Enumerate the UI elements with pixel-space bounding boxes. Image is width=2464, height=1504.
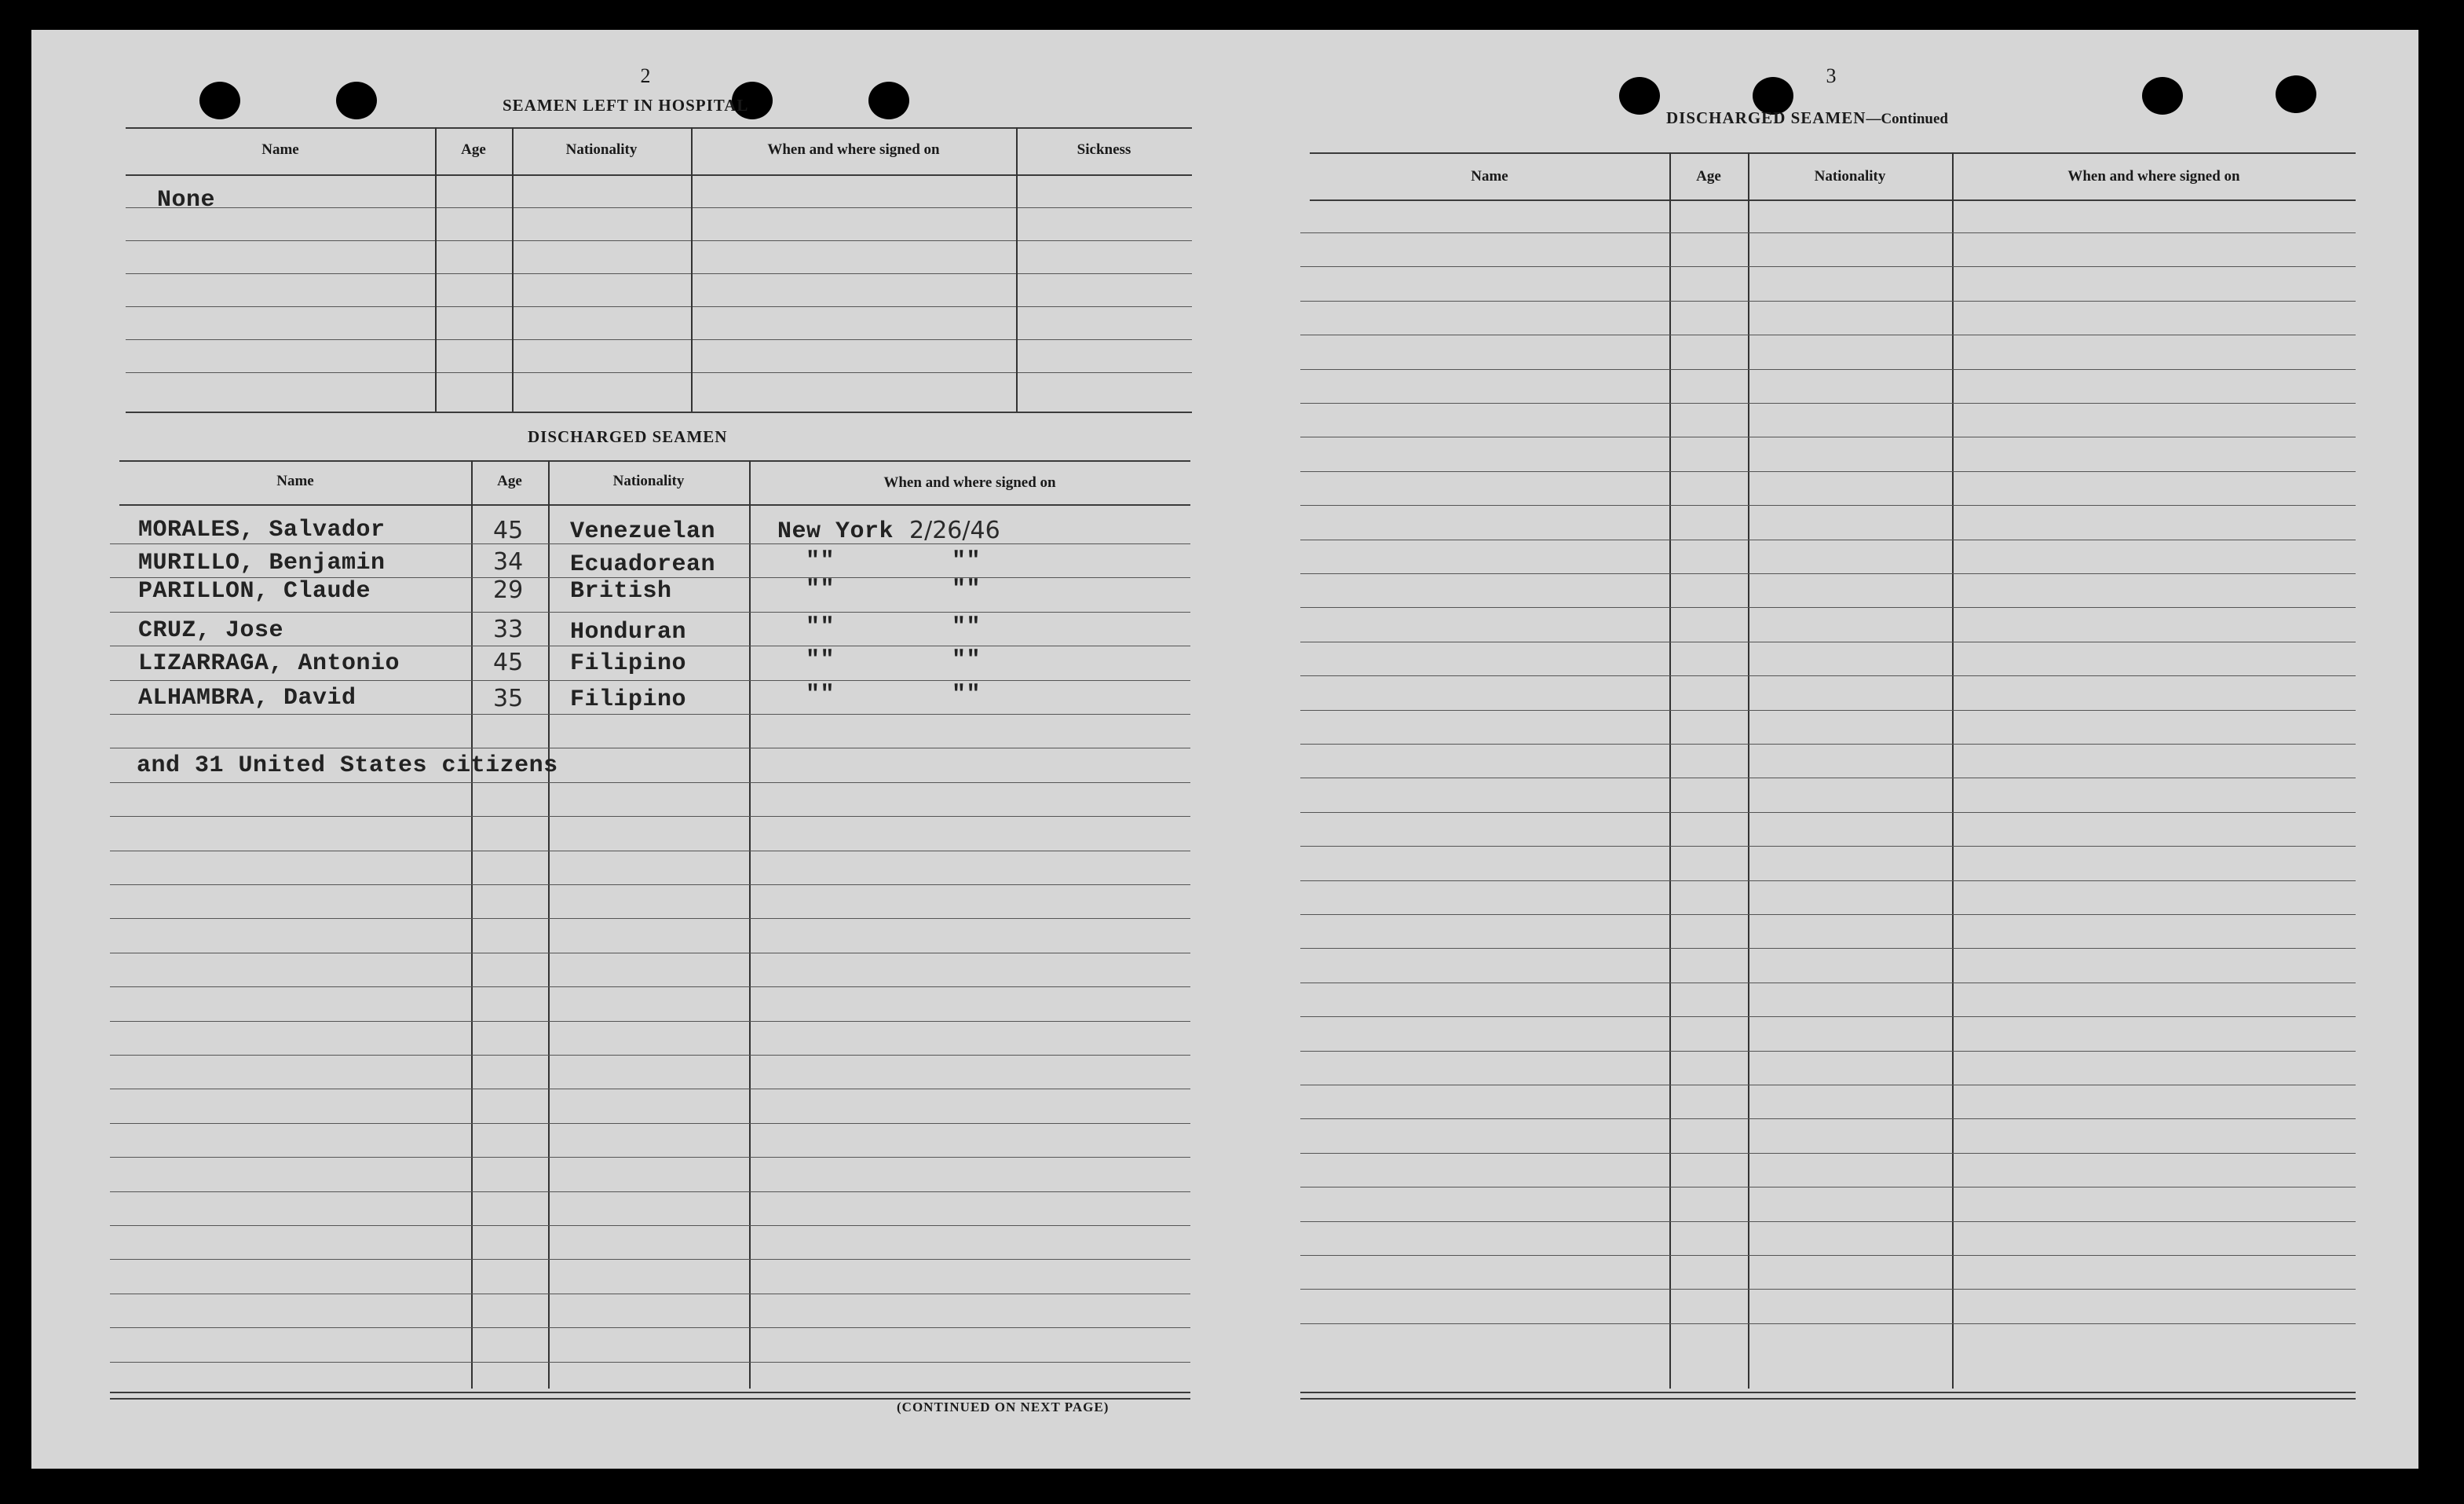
seaman-name: LIZARRAGA, Antonio xyxy=(138,650,400,677)
seaman-name: MURILLO, Benjamin xyxy=(138,550,386,576)
ruled-line xyxy=(1300,403,2356,404)
seaman-name: CRUZ, Jose xyxy=(138,617,284,644)
ruled-line xyxy=(1300,301,2356,302)
column-header-age: Age xyxy=(497,473,522,489)
seaman-name: ALHAMBRA, David xyxy=(138,685,356,712)
ruled-line xyxy=(1300,1289,2356,1290)
ruled-line xyxy=(1300,846,2356,847)
table-rule xyxy=(126,372,1192,373)
ruled-line xyxy=(110,1191,1190,1192)
hospital-entry-none: None xyxy=(157,187,216,214)
ruled-line xyxy=(1300,232,2356,233)
punch-hole xyxy=(1619,77,1660,115)
table-rule xyxy=(126,273,1192,274)
ruled-line xyxy=(1300,1221,2356,1222)
seaman-age: 29 xyxy=(493,576,524,604)
column-header-age: Age xyxy=(1696,168,1721,185)
ruled-line xyxy=(110,1157,1190,1158)
column-divider xyxy=(1952,152,1954,1389)
column-divider xyxy=(1016,127,1018,412)
punch-hole xyxy=(868,82,909,119)
ruled-line xyxy=(1300,914,2356,915)
ruled-line xyxy=(110,1225,1190,1226)
ruled-line xyxy=(110,884,1190,885)
signed-on-place: New York xyxy=(777,518,894,545)
page-number: 2 xyxy=(640,64,651,87)
column-divider xyxy=(471,460,473,1389)
ruled-line xyxy=(1300,471,2356,472)
ruled-line xyxy=(1300,812,2356,813)
table-bottom-rule xyxy=(110,1392,1190,1393)
ditto-date: "" xyxy=(952,576,982,603)
table-rule xyxy=(126,127,1192,129)
column-divider xyxy=(749,460,751,1389)
ruled-line xyxy=(110,816,1190,817)
ruled-line xyxy=(110,1362,1190,1363)
ruled-line xyxy=(110,1259,1190,1260)
ditto-place: "" xyxy=(806,647,835,674)
ruled-line xyxy=(1300,1153,2356,1154)
seaman-age: 45 xyxy=(493,649,524,676)
punch-hole xyxy=(199,82,240,119)
table-rule xyxy=(126,339,1192,340)
punch-hole xyxy=(336,82,377,119)
column-header-nationality: Nationality xyxy=(565,141,638,158)
ditto-date: "" xyxy=(952,682,982,708)
column-header-age: Age xyxy=(461,141,486,158)
hospital-section-title: SEAMEN LEFT IN HOSPITAL xyxy=(503,96,749,115)
table-bottom-rule xyxy=(1300,1392,2356,1393)
seaman-nationality: Filipino xyxy=(570,686,687,713)
ruled-line xyxy=(1300,744,2356,745)
column-header-name: Name xyxy=(1471,168,1508,185)
column-divider xyxy=(691,127,693,412)
ruled-line xyxy=(1300,266,2356,267)
ruled-line xyxy=(110,680,1190,681)
us-citizens-summary: and 31 United States citizens xyxy=(137,752,558,779)
ruled-line xyxy=(1300,573,2356,574)
column-header-name: Name xyxy=(261,141,299,158)
seaman-age: 33 xyxy=(493,616,524,643)
ditto-place: "" xyxy=(806,614,835,641)
discharged-continued-title xyxy=(1666,108,1948,128)
ruled-line xyxy=(1300,607,2356,608)
table-rule xyxy=(1310,199,2356,201)
page-number: 3 xyxy=(1826,64,1837,87)
seaman-name: PARILLON, Claude xyxy=(138,578,371,605)
column-header-nationality: Nationality xyxy=(612,473,685,489)
column-divider xyxy=(1669,152,1671,1389)
ditto-date: "" xyxy=(952,614,982,641)
title-suffix: —Continued xyxy=(1866,111,1948,127)
ruled-line xyxy=(1300,505,2356,506)
table-rule xyxy=(119,504,1190,506)
discharged-section-title: DISCHARGED SEAMEN xyxy=(528,427,728,446)
table-rule xyxy=(1310,152,2356,154)
seaman-nationality: Honduran xyxy=(570,619,687,646)
column-divider xyxy=(548,460,550,1389)
ruled-line xyxy=(110,1327,1190,1328)
ruled-line xyxy=(110,714,1190,715)
ditto-place: "" xyxy=(806,576,835,603)
continued-note: (CONTINUED ON NEXT PAGE) xyxy=(897,1400,1110,1414)
column-header-sickness: Sickness xyxy=(1077,141,1131,158)
column-header-signed-on: When and where signed on xyxy=(883,474,1056,491)
ruled-line xyxy=(1300,675,2356,676)
column-header-signed-on: When and where signed on xyxy=(2067,168,2240,185)
column-divider xyxy=(435,127,437,412)
ditto-date: "" xyxy=(952,548,982,575)
ruled-line xyxy=(110,782,1190,783)
table-rule xyxy=(126,306,1192,307)
table-rule xyxy=(126,412,1192,413)
ruled-line xyxy=(1300,880,2356,881)
ditto-place: "" xyxy=(806,682,835,708)
title-main: DISCHARGED SEAMEN xyxy=(1666,108,1866,127)
seaman-age: 45 xyxy=(493,517,524,544)
column-divider xyxy=(1748,152,1749,1389)
seaman-nationality: Venezuelan xyxy=(570,518,716,545)
seaman-name: MORALES, Salvador xyxy=(138,517,386,543)
table-rule xyxy=(126,207,1192,208)
ditto-date: "" xyxy=(952,647,982,674)
document-sheet xyxy=(31,30,2418,1469)
ditto-place: "" xyxy=(806,548,835,575)
ruled-line xyxy=(110,986,1190,987)
table-rule xyxy=(126,174,1192,176)
ruled-line xyxy=(110,918,1190,919)
ruled-line xyxy=(1300,1255,2356,1256)
column-header-signed-on: When and where signed on xyxy=(767,141,940,158)
ruled-line xyxy=(1300,1016,2356,1017)
table-rule xyxy=(119,460,1190,462)
ruled-line xyxy=(110,1123,1190,1124)
punch-hole xyxy=(2142,77,2183,115)
ruled-line xyxy=(110,1021,1190,1022)
seaman-age: 34 xyxy=(493,548,524,576)
ruled-line xyxy=(1300,369,2356,370)
ruled-line xyxy=(1300,948,2356,949)
seaman-nationality: British xyxy=(570,578,672,605)
ruled-line xyxy=(1300,710,2356,711)
signed-on-date: 2/26/46 xyxy=(909,517,1000,544)
seaman-nationality: Filipino xyxy=(570,650,687,677)
ruled-line xyxy=(110,612,1190,613)
column-header-nationality: Nationality xyxy=(1814,168,1886,185)
punch-hole xyxy=(2276,75,2316,113)
ruled-line xyxy=(1300,1323,2356,1324)
ruled-line xyxy=(1300,1118,2356,1119)
table-bottom-rule xyxy=(1300,1398,2356,1400)
ruled-line xyxy=(1300,1051,2356,1052)
seaman-age: 35 xyxy=(493,685,524,712)
column-divider xyxy=(512,127,514,412)
column-header-name: Name xyxy=(276,473,314,489)
ruled-line xyxy=(110,1055,1190,1056)
seaman-nationality: Ecuadorean xyxy=(570,551,716,578)
table-rule xyxy=(126,240,1192,241)
